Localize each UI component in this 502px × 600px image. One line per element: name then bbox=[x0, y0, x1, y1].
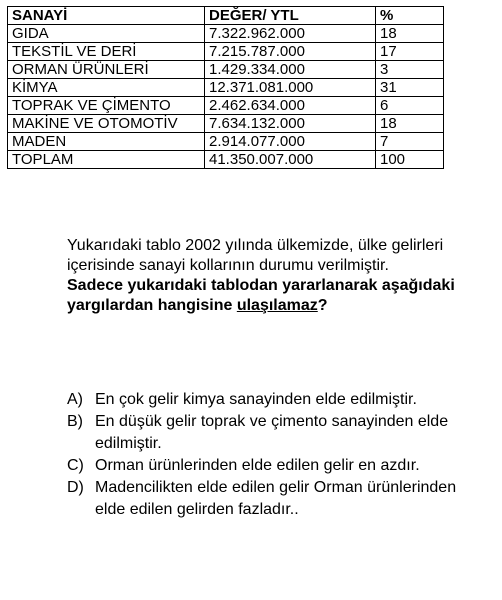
row-name: GIDA bbox=[8, 25, 205, 43]
row-percent: 18 bbox=[376, 25, 444, 43]
answer-options bbox=[67, 389, 467, 521]
row-percent: 7 bbox=[376, 133, 444, 151]
table-row bbox=[8, 133, 444, 151]
row-value: 7.634.132.000 bbox=[205, 115, 376, 133]
question-prompt bbox=[67, 276, 467, 316]
row-value: 1.429.334.000 bbox=[205, 61, 376, 79]
industry-table bbox=[7, 6, 444, 169]
row-percent: 3 bbox=[376, 61, 444, 79]
row-value: 2.914.077.000 bbox=[205, 133, 376, 151]
row-name: TEKSTİL VE DERİ bbox=[8, 43, 205, 61]
table-row bbox=[8, 25, 444, 43]
row-name: ORMAN ÜRÜNLERİ bbox=[8, 61, 205, 79]
row-name: TOPRAK VE ÇİMENTO bbox=[8, 97, 205, 115]
row-percent: 17 bbox=[376, 43, 444, 61]
question-mark: ? bbox=[317, 297, 328, 314]
header-industry: SANAYİ bbox=[8, 7, 205, 25]
option-text: En çok gelir kimya sanayinden elde edilmiştir. bbox=[95, 391, 417, 408]
row-value: 12.371.081.000 bbox=[205, 79, 376, 97]
option-a[interactable] bbox=[67, 389, 467, 411]
option-letter: D) bbox=[67, 479, 84, 496]
table-header-row bbox=[8, 7, 444, 25]
option-text: Madencilikten elde edilen gelir Orman ürünlerinden elde edilen gelirden fazladır.. bbox=[95, 479, 457, 518]
row-name: TOPLAM bbox=[8, 151, 205, 169]
row-value: 2.462.634.000 bbox=[205, 97, 376, 115]
table-row bbox=[8, 79, 444, 97]
question-prompt-text: Sadece yukarıdaki tablodan yararlanarak aşağıdaki yargılardan hangisine bbox=[67, 277, 455, 314]
question-intro: Yukarıdaki tablo 2002 yılında ülkemizde, ülke gelirleri içerisinde sanayi kollarının durumu verilmiştir. bbox=[67, 237, 444, 274]
row-name: MADEN bbox=[8, 133, 205, 151]
row-percent: 100 bbox=[376, 151, 444, 169]
table-row bbox=[8, 115, 444, 133]
table-row bbox=[8, 97, 444, 115]
question-stem bbox=[67, 236, 467, 316]
option-letter: A) bbox=[67, 391, 83, 408]
row-percent: 31 bbox=[376, 79, 444, 97]
question-keyword: ulaşılamaz bbox=[236, 297, 318, 314]
row-percent: 6 bbox=[376, 97, 444, 115]
table-row-total bbox=[8, 151, 444, 169]
header-percent: % bbox=[376, 7, 444, 25]
option-letter: C) bbox=[67, 457, 84, 474]
row-name: KİMYA bbox=[8, 79, 205, 97]
option-text: Orman ürünlerinden elde edilen gelir en azdır. bbox=[95, 457, 420, 474]
table-row bbox=[8, 61, 444, 79]
table-row bbox=[8, 43, 444, 61]
row-value: 7.322.962.000 bbox=[205, 25, 376, 43]
option-text: En düşük gelir toprak ve çimento sanayinden elde edilmiştir. bbox=[95, 413, 449, 452]
option-b[interactable] bbox=[67, 411, 467, 455]
option-letter: B) bbox=[67, 413, 83, 430]
row-percent: 18 bbox=[376, 115, 444, 133]
option-d[interactable] bbox=[67, 477, 467, 521]
header-value: DEĞER/ YTL bbox=[205, 7, 376, 25]
option-c[interactable] bbox=[67, 455, 467, 477]
row-value: 7.215.787.000 bbox=[205, 43, 376, 61]
row-name: MAKİNE VE OTOMOTİV bbox=[8, 115, 205, 133]
row-value: 41.350.007.000 bbox=[205, 151, 376, 169]
